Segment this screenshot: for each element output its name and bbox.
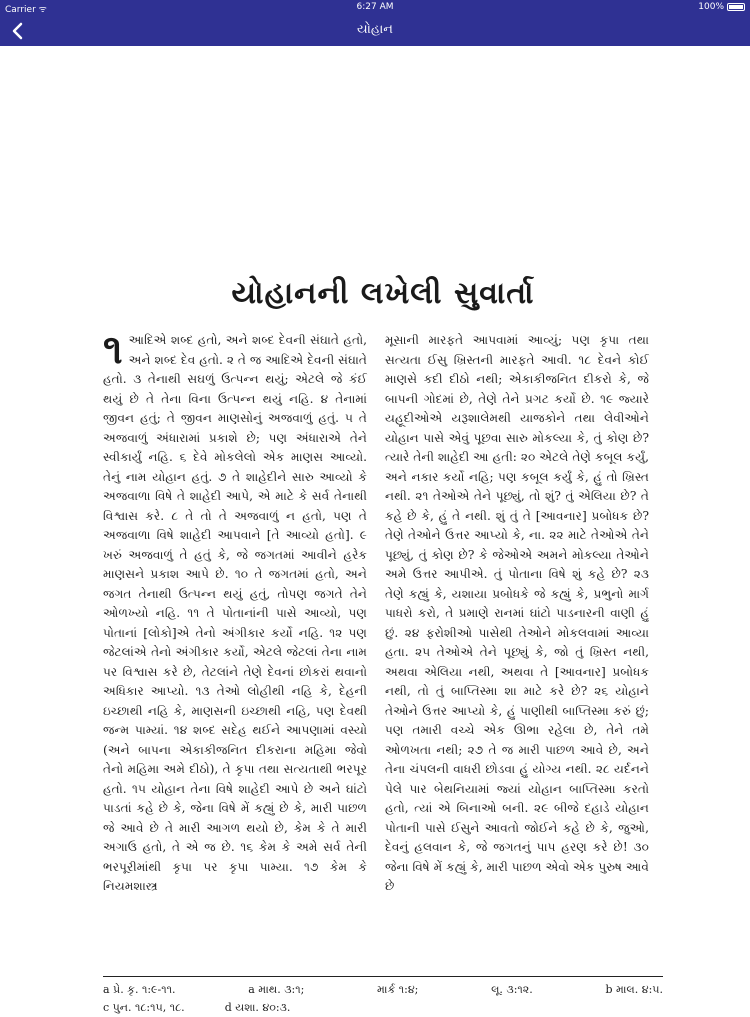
right-column-text: મૂસાની મારફતે આપવામાં આવ્યું; પણ કૃપા તથા સત્યતા ઈસુ ખ્રિસ્તની મારફતે આવી. ૧૮ દેવને કોઈ માણસે કદી દીઠો નથી; એકાકીજનિત દીકરો કે, જે બાપની ગોદમાં છે, તેણે તેને પ્રગટ કર્યો છે. ૧૯ જ્યારે યહૂદીઓએ યરૂશાલેમથી યાજકોને તથા લેવીઓને યોહાન પાસે એવું પૂછવા સારુ મોકલ્યા કે, તું કોણ છે? ત્યારે તેની શાહેદી આ હતી: ૨૦ એટલે તેણે કબૂલ કર્યું, અને નકાર કર્યો નહિ; પણ કબૂલ કર્યું કે, હું તો ખ્રિસ્ત નથી. ૨૧ તેઓએ તેને પૂછ્યું, તો શું? તું એલિયા છે? તે કહે છે કે, હું તે નથી. શું તું તે [આવનાર] પ્રબોધક છે? તેણે તેઓને ઉત્તર આપ્યો કે, ના. ૨૨ માટે તેઓએ તેને પૂછ્યું, તું કોણ છે? કે જેઓએ અમને મોકલ્યા તેઓને અમે ઉત્તર આપીએ. તું પોતાના વિષે શું કહે છે? ૨૩ તેણે કહ્યું કે, યશાયા પ્રબોધકે જે કહ્યું કે, પ્રભુનો માર્ગ પાધરો કરો, તે પ્રમાણે રાનમાં ઘાંટો પાડનારની વાણી હું છું. ૨૪ ફરોશીઓ પાસેથી તેઓને મોકલવામાં આવ્યા હતા. ૨૫ તેઓએ તેને પૂછ્યું કે, જો તું ખ્રિસ્ત નથી, અથવા એલિયા નથી, અથવા તે [આવનાર] પ્રબોધક નથી, તો તું બાપ્તિસ્મા શા માટે કરે છે? ૨૬ યોહાને તેઓને ઉત્તર આપ્યો કે, હું પાણીથી બાપ્તિસ્મા કરું છું; પણ તમારી વચ્ચે એક ઊભા રહેલા છે, તેને તમે ઓળખતા નથી; ૨૭ તે જ મારી પાછળ આવે છે, અને તેના ચંપલની વાધરી છોડવા હું યોગ્ય નથી. ૨૮ યર્દનને પેલે પાર બેથનિયામાં જ્યાં યોહાન બાપ્તિસ્મા કરતો હતો, ત્યાં એ બિનાઓ બની. ૨૯ બીજે દહાડે યોહાન પોતાની પાસે ઈસુને આવતો જોઈને કહે છે કે, જુઓ, દેવનું હલવાન કે, જે જગતનું પાપ હરણ કરે છે! ૩૦ જેના વિષે મેં કહ્યું કે, મારી પાછળ એવો એક પુરુષ આવે છે: [385, 333, 649, 893]
battery-status: [698, 2, 745, 12]
text-columns: [103, 326, 651, 893]
status-bar: [0, 0, 750, 16]
nav-bar: [0, 16, 750, 46]
footnote: d યશા. ૪૦:૩.: [224, 1001, 291, 1014]
scanned-page: [0, 46, 750, 1014]
left-column-text: આદિએ શબ્દ હતો, અને શબ્દ દેવની સંઘાતે હતો, અને શબ્દ દેવ હતો. ૨ તે જ આદિએ દેવની સંઘાતે હતો. ૩ તેનાથી સઘળું ઉત્પન્ન થયું; એટલે જે કંઈ થયું છે તે તેના વિના ઉત્પન્ન થયું નહિ. ૪ તેનામાં જીવન હતું; તે જીવન માણસોનું અજવાળું હતું. ૫ તે અજવાળું અંધારામાં પ્રકાશે છે; પણ અંધારાએ તેને સ્વીકાર્યું નહિ. ૬ દેવે મોકલેલો એક માણસ આવ્યો. તેનું નામ યોહાન હતું. ૭ તે શાહેદીને સારુ આવ્યો કે અજવાળા વિષે તે શાહેદી આપે, એ માટે કે સર્વ તેનાથી વિશ્વાસ કરે. ૮ તે તો તે અજવાળું ન હતો, પણ તે અજવાળા વિષે શાહેદી આપવાને [તે આવ્યો હતો]. ૯ ખરું અજવાળું તે હતું કે, જે જગતમાં આવીને હરેક માણસને પ્રકાશ આપે છે. ૧૦ તે જગતમાં હતો, અને જગત તેનાથી ઉત્પન્ન થયું હતું, તોપણ જગતે તેને ઓળખ્યો નહિ. ૧૧ તે પોતાનાંની પાસે આવ્યો, પણ પોતાનાં [લોકો]એ તેનો અંગીકાર કર્યો નહિ. ૧૨ પણ જેટલાંએ તેનો અંગીકાર કર્યો, એટલે જેટલાં તેના નામ પર વિશ્વાસ કરે છે, તેટલાંને તેણે દેવનાં છોકરાં થવાનો અધિકાર આપ્યો. ૧૩ તેઓ લોહીથી નહિ કે, દેહની ઇચ્છાથી નહિ કે, માણસની ઇચ્છાથી નહિ, પણ દેવથી જન્મ પામ્યાં. ૧૪ શબ્દ સદેહ થઈને આપણામાં વસ્યો (અને બાપના એકાકીજનિત દીકરાના મહિમા જેવો તેનો મહિમા અમે દીઠો), તે કૃપા તથા સત્યતાથી ભરપૂર હતો. ૧૫ યોહાન તેના વિષે શાહેદી આપે છે અને ઘાંટો પાડતાં કહે છે કે, જેના વિષે મેં કહ્યું છે કે, મારી પાછળ જે આવે છે તે મારી આગળ થયો છે, કેમ કે તે મારી અગાઉ હતો, તે એ જ છે. ૧૬ કેમ કે અમે સર્વ તેની ભરપૂરીમાંથી કૃપા પર કૃપા પામ્યા. ૧૭ કેમ કે નિયમશાસ્ત્ર: [103, 333, 367, 893]
page-title: યોહાન: [356, 22, 393, 37]
scripture-scan: [103, 276, 663, 1014]
right-column: [385, 331, 649, 897]
footnote: a પ્રે. કૃ. ૧:૯-૧૧.: [103, 983, 176, 996]
footnotes: [103, 976, 663, 1017]
footnote: a માથ. ૩:૧;: [248, 983, 305, 996]
footnote: લૂ. ૩:૧૨.: [491, 983, 533, 996]
left-column: [103, 326, 367, 897]
footnote: માર્ક ૧:૪;: [377, 983, 419, 996]
carrier-label: Carrier ᯤ: [5, 5, 47, 15]
chapter-number: ૧: [103, 326, 123, 373]
footnote-row: [103, 999, 663, 1017]
footnote: c પુન. ૧૮:૧૫, ૧૮.: [103, 1001, 185, 1014]
footnote-row: [103, 981, 663, 999]
book-title: યોહાનની લખેલી સુવાર્તા: [231, 276, 535, 311]
battery-percent: 100%: [698, 2, 724, 12]
battery-icon: [727, 3, 745, 11]
footnote: b માલ. ૪:૫.: [605, 983, 663, 996]
clock: 6:27 AM: [356, 2, 394, 12]
